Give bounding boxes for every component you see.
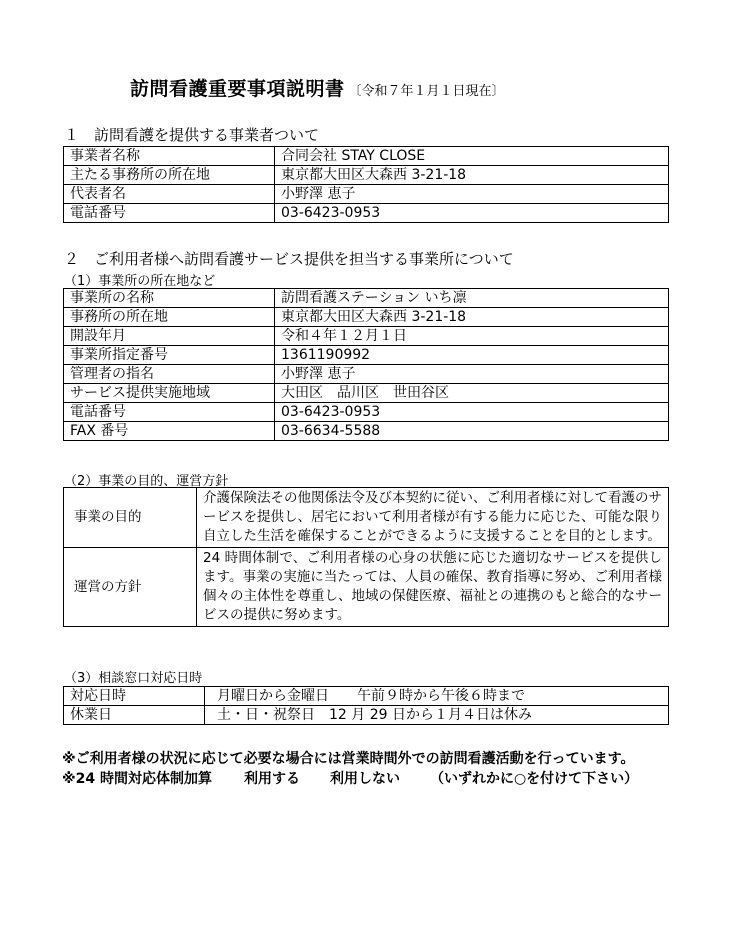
representative-value: 小野澤 恵子 bbox=[275, 185, 669, 204]
office-address-value: 東京都大田区大森西 3-21-18 bbox=[275, 166, 669, 185]
table-row bbox=[64, 687, 669, 706]
table-row bbox=[64, 327, 669, 346]
table-row bbox=[64, 488, 669, 548]
table-row bbox=[64, 308, 669, 327]
option-use[interactable]: 利用する bbox=[243, 771, 300, 787]
table-row bbox=[64, 706, 669, 725]
purpose-label: 事業の目的 bbox=[64, 488, 197, 548]
table-row bbox=[64, 365, 669, 384]
service-area-label: サービス提供実施地域 bbox=[64, 384, 275, 403]
table-row bbox=[64, 204, 669, 223]
after-hours-note: ※ご利用者様の状況に応じて必要な場合には営業時間外での訪問看護活動を行っています。 bbox=[62, 751, 635, 767]
option-not-use[interactable]: 利用しない bbox=[329, 771, 400, 787]
manager-label: 管理者の指名 bbox=[64, 365, 275, 384]
provider-table bbox=[63, 146, 669, 223]
policy-label: 運営の方針 bbox=[64, 548, 197, 627]
hours-table bbox=[63, 686, 669, 725]
office-table bbox=[63, 288, 669, 441]
24h-addition-note bbox=[62, 768, 638, 788]
office-location-value: 東京都大田区大森西 3-21-18 bbox=[275, 308, 669, 327]
purpose-text: 介護保険法その他関係法令及び本契約に従い、ご利用者様に対して看護のサービスを提供し、居宅において利用者様が有する能力に応じた、可能な限り自立した生活を確保することができるように支援することを目的とします。 bbox=[197, 488, 669, 548]
representative-label: 代表者名 bbox=[64, 185, 275, 204]
office-name-label: 事業所の名称 bbox=[64, 289, 275, 308]
phone-value: 03-6423-0953 bbox=[275, 204, 669, 223]
table-row bbox=[64, 289, 669, 308]
24h-addition-label: ※24 時間対応体制加算 bbox=[62, 771, 212, 787]
holiday-label: 休業日 bbox=[64, 706, 205, 725]
phone-label: 電話番号 bbox=[64, 204, 275, 223]
provider-name-label: 事業者名称 bbox=[64, 147, 275, 166]
table-row bbox=[64, 548, 669, 627]
section2-sub2-heading: （2）事業の目的、運営方針 bbox=[64, 474, 229, 489]
hours-label: 対応日時 bbox=[64, 687, 205, 706]
policy-table bbox=[63, 487, 669, 627]
table-row bbox=[64, 346, 669, 365]
table-row bbox=[64, 422, 669, 441]
service-area-value: 大田区 品川区 世田谷区 bbox=[275, 384, 669, 403]
table-row bbox=[64, 147, 669, 166]
provider-name-value: 合同会社 STAY CLOSE bbox=[275, 147, 669, 166]
table-row bbox=[64, 403, 669, 422]
designation-number-value: 1361190992 bbox=[275, 346, 669, 365]
title-main: 訪問看護重要事項説明書 bbox=[130, 78, 345, 100]
table-row bbox=[64, 384, 669, 403]
table-row bbox=[64, 166, 669, 185]
title-date: 〔令和７年１月１日現在〕 bbox=[348, 84, 505, 99]
office-phone-label: 電話番号 bbox=[64, 403, 275, 422]
circle-instruction: （いずれかに○を付けて下さい） bbox=[429, 771, 639, 787]
opening-date-label: 開設年月 bbox=[64, 327, 275, 346]
fax-value: 03-6634-5588 bbox=[275, 422, 669, 441]
office-phone-value: 03-6423-0953 bbox=[275, 403, 669, 422]
fax-label: FAX 番号 bbox=[64, 422, 275, 441]
section2-sub1-heading: （1）事業所の所在地など bbox=[64, 274, 216, 289]
office-location-label: 事務所の所在地 bbox=[64, 308, 275, 327]
manager-value: 小野澤 恵子 bbox=[275, 365, 669, 384]
section2-sub3-heading: （3）相談窓口対応日時 bbox=[64, 671, 203, 686]
document-title bbox=[130, 74, 505, 101]
policy-text: 24 時間体制で、ご利用者様の心身の状態に応じた適切なサービスを提供します。事業の実施に当たっては、人員の確保、教育指導に努め、ご利用者様個々の主体性を尊重し、地域の保健医療、福祉との連携のもと総合的なサービスの提供に努めます。 bbox=[197, 548, 669, 627]
section1-heading: １ 訪問看護を提供する事業者ついて bbox=[64, 126, 320, 144]
opening-date-value: 令和４年１２月１日 bbox=[275, 327, 669, 346]
office-address-label: 主たる事務所の所在地 bbox=[64, 166, 275, 185]
designation-number-label: 事業所指定番号 bbox=[64, 346, 275, 365]
holiday-value: 土・日・祝祭日 12 月 29 日から１月４日は休み bbox=[205, 706, 669, 725]
office-name-value: 訪問看護ステーション いち凛 bbox=[275, 289, 669, 308]
table-row bbox=[64, 185, 669, 204]
hours-value: 月曜日から金曜日 午前９時から午後６時まで bbox=[205, 687, 669, 706]
section2-heading: ２ ご利用者様へ訪問看護サービス提供を担当する事業所について bbox=[64, 250, 514, 268]
